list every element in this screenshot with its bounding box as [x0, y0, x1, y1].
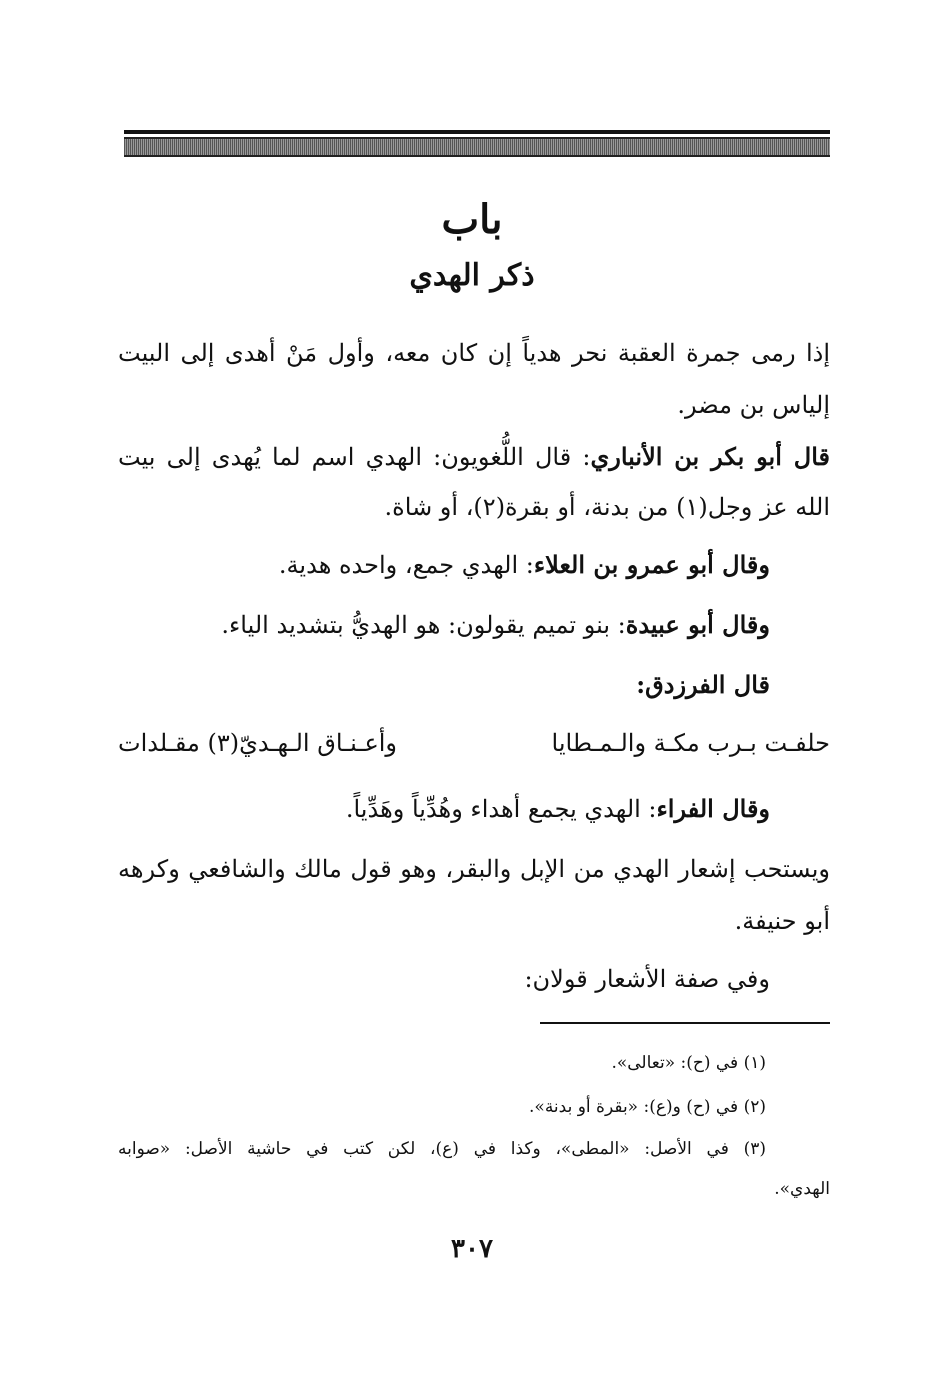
paragraph-4: [221, 608, 770, 642]
footnote-2: (٢) في (ح) و(ع): «بقرة أو بدنة».: [529, 1097, 766, 1117]
quote-text: : الهدي يجمع أهداء وهُدِّياً وهَدِّياً.: [345, 795, 657, 823]
paragraph-6: [346, 792, 770, 826]
paragraph-1-line-2: إلياس بن مضر.: [677, 391, 830, 419]
footnote-3-line-1: (٣) في الأصل: «المطى»، وكذا في (ع)، لكن كتب في حاشية الأصل: «صوابه: [118, 1139, 766, 1159]
chapter-title: ذكر الهدي: [409, 258, 535, 293]
paragraph-3: [279, 548, 770, 582]
paragraph-8: وفي صفة الأشعار قولان:: [524, 965, 770, 993]
quote-text: : بنو تميم يقولون: هو الهديُّ بتشديد الياء.: [221, 611, 626, 639]
paragraph-7-line-1: ويستحب إشعار الهدي من الإبل والبقر، وهو قول مالك والشافعي وكرهه: [118, 855, 830, 883]
quote-text: : قال اللُّغويون: الهدي اسم لما يُهدى إلى بيت: [118, 443, 591, 471]
speaker-name: وقال أبو عمرو بن العلاء: [533, 550, 770, 579]
footnote-1: (١) في (ح): «تعالى».: [611, 1053, 766, 1073]
verse-hemistich-right: حلفـت بـرب مكـة والـمـطايا: [551, 729, 830, 757]
verse-hemistich-left: وأعـنـاق الـهـديّ(٣) مقـلدات: [118, 729, 398, 757]
main-text: [118, 0, 830, 1384]
speaker-name: وقال أبو عبيدة: [625, 610, 770, 639]
footnote-3-line-2: الهدي».: [774, 1179, 830, 1199]
paragraph-2-line-1: [118, 440, 830, 474]
paragraph-5-poet: قال الفرزدق:: [636, 670, 770, 699]
chapter-label: باب: [441, 196, 503, 243]
page-number: ٣٠٧: [451, 1234, 493, 1264]
quote-text: : الهدي جمع، واحده هدية.: [278, 551, 534, 579]
paragraph-7-line-2: أبو حنيفة.: [734, 907, 830, 935]
footnote-separator: [540, 1022, 830, 1024]
paragraph-2-line-2: الله عز وجل(١) من بدنة، أو بقرة(٢)، أو شاة.: [384, 493, 830, 521]
speaker-name: وقال الفراء: [656, 794, 770, 823]
paragraph-1-line-1: إذا رمى جمرة العقبة نحر هدياً إن كان معه، وأول مَنْ أهدى إلى البيت: [118, 339, 830, 367]
speaker-name: قال أبو بكر بن الأنباري: [590, 442, 831, 471]
